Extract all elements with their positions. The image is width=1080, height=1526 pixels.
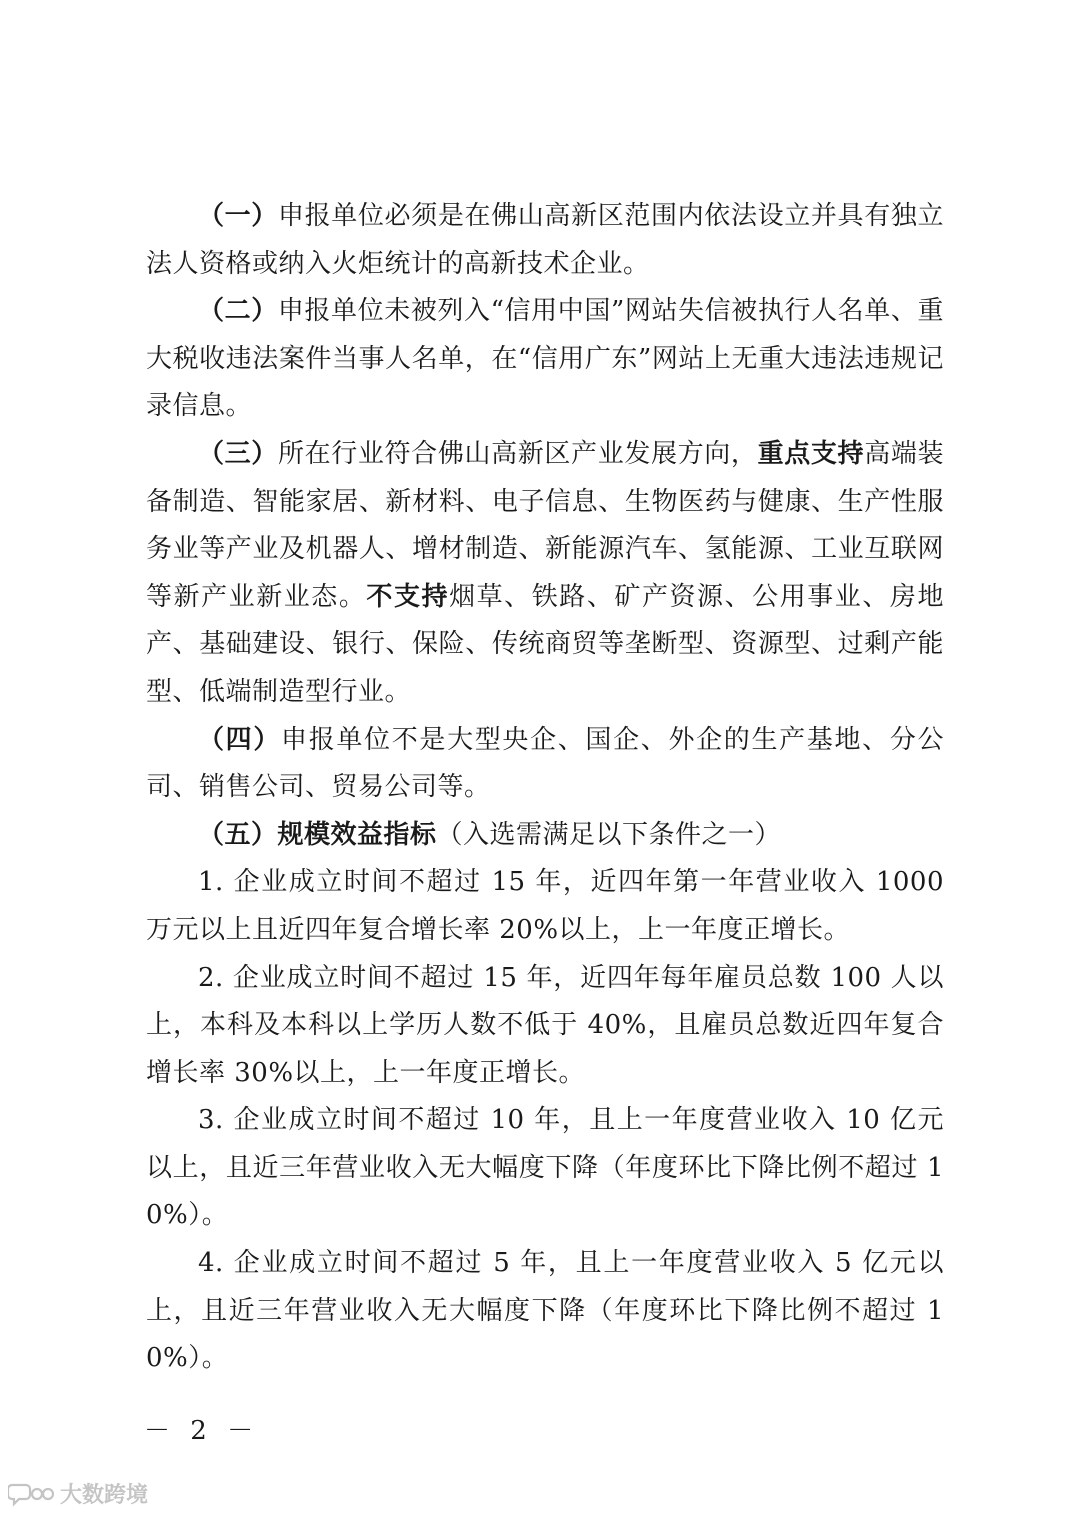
- watermark: [8, 1478, 148, 1509]
- criterion-3: [146, 1097, 944, 1240]
- criterion-1: [146, 859, 944, 954]
- clause-2: [146, 288, 944, 431]
- clause-3-text-b: 高端装备制造、智能家居、新材料、电子信息、生物医药与健康、生产性服务业等产业及机器人、增材制造、新能源汽车、氢能源、工业互联网等新产业新业态。: [146, 438, 944, 612]
- clause-5-heading: [146, 812, 944, 860]
- clause-2-lead: （二）: [198, 296, 278, 327]
- criterion-2: [146, 955, 944, 1098]
- clause-1: [146, 193, 944, 288]
- clause-3-text-c: 烟草、铁路、矿产资源、公用事业、房地产、基础建设、银行、保险、传统商贸等垄断型、资源型、过剩产能型、低端制造型行业。: [146, 581, 944, 707]
- clause-5-lead: （五）规模效益指标: [198, 819, 437, 850]
- criterion-3-text: 3. 企业成立时间不超过 10 年，且上一年度营业收入 10 亿元以上，且近三年营业收入无大幅度下降（年度环比下降比例不超过 10%）。: [146, 1105, 944, 1231]
- criterion-4-text: 4. 企业成立时间不超过 5 年，且上一年度营业收入 5 亿元以上，且近三年营业收入无大幅度下降（年度环比下降比例不超过 10%）。: [146, 1248, 944, 1374]
- clause-5-text: （入选需满足以下条件之一）: [436, 819, 782, 850]
- chat-bubble-icon: [8, 1481, 54, 1507]
- clause-4-text: 申报单位不是大型央企、国企、外企的生产基地、分公司、销售公司、贸易公司等。: [146, 724, 944, 803]
- document-body: [146, 193, 944, 1383]
- clause-3-text-a: 所在行业符合佛山高新区产业发展方向，: [277, 438, 758, 469]
- clause-3: [146, 431, 944, 717]
- clause-3-emphasis-unsupported: 不支持: [366, 581, 450, 612]
- clause-3-lead: （三）: [198, 438, 278, 469]
- clause-4-lead: （四）: [198, 724, 282, 755]
- clause-2-text: 申报单位未被列入“信用中国”网站失信被执行人名单、重大税收违法案件当事人名单，在“信用广东”网站上无重大违法违规记录信息。: [146, 296, 944, 422]
- page-number: － 2 －: [144, 1416, 260, 1446]
- criterion-1-text: 1. 企业成立时间不超过 15 年，近四年第一年营业收入 1000 万元以上且近四年复合增长率 20%以上，上一年度正增长。: [146, 867, 944, 945]
- criterion-2-text: 2. 企业成立时间不超过 15 年，近四年每年雇员总数 100 人以上，本科及本科以上学历人数不低于 40%，且雇员总数近四年复合增长率 30%以上，上一年度正增长。: [146, 962, 944, 1088]
- clause-1-text: 申报单位必须是在佛山高新区范围内依法设立并具有独立法人资格或纳入火炬统计的高新技术企业。: [146, 201, 944, 279]
- criterion-4: [146, 1240, 944, 1383]
- watermark-text: 大数跨境: [60, 1483, 149, 1508]
- clause-4: [146, 717, 944, 812]
- clause-1-lead: （一）: [198, 201, 278, 231]
- clause-3-emphasis-supported: 重点支持: [757, 438, 865, 469]
